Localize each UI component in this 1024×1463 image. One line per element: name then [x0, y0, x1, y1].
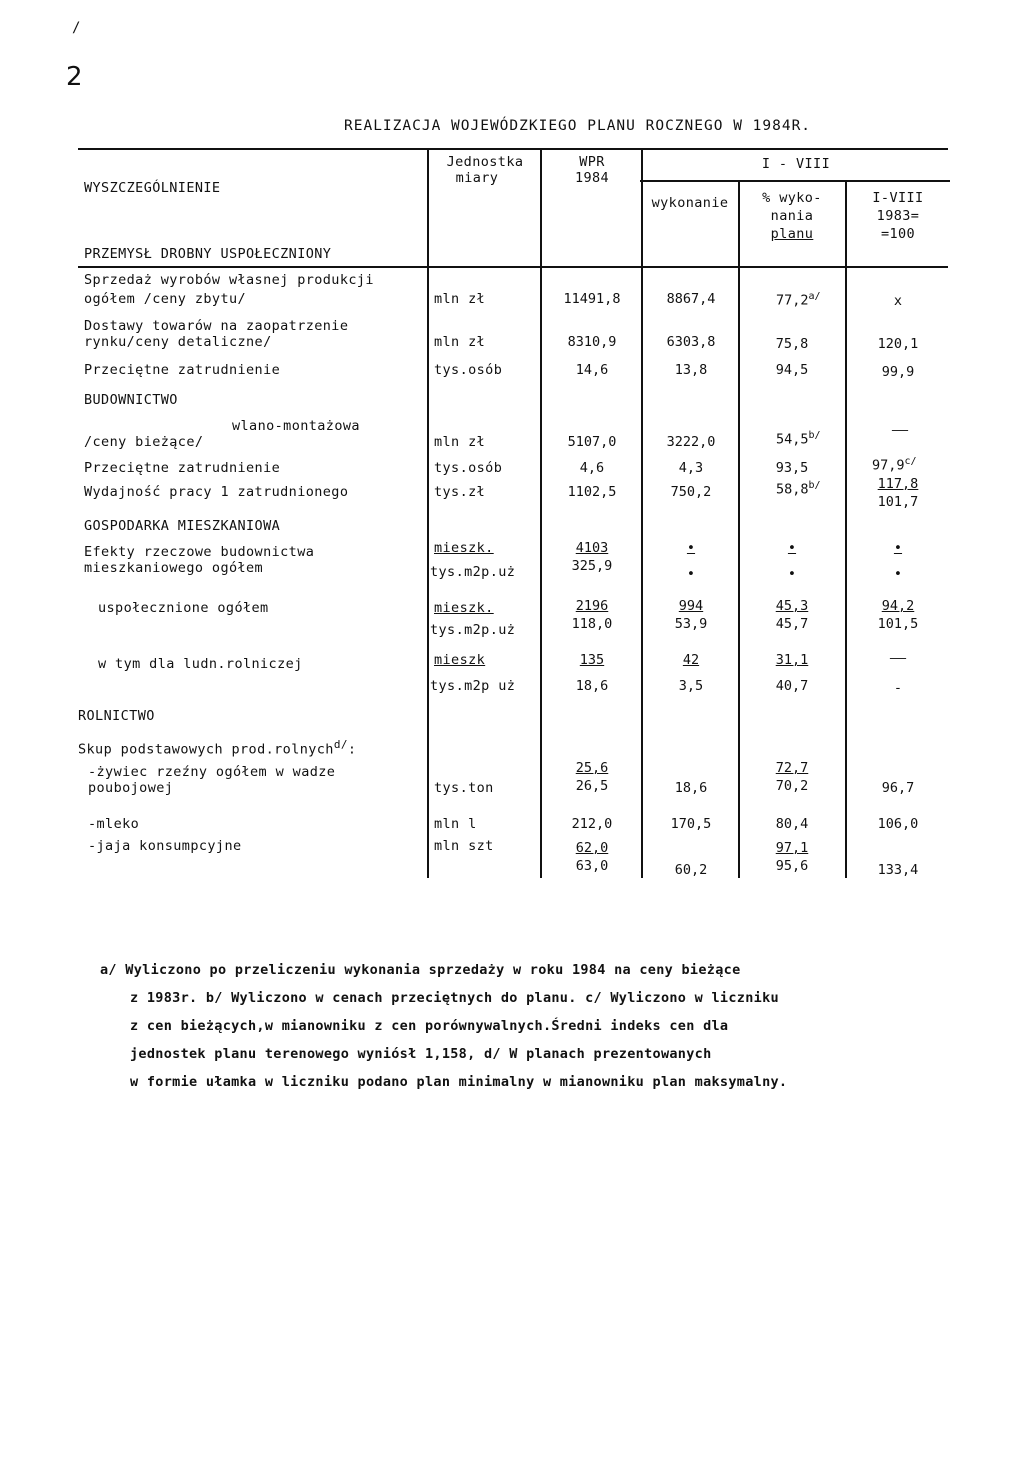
row-rolnicza-dyn-bot: -	[893, 680, 903, 696]
row-efekty-label1: Efekty rzeczowe budownictwa	[84, 544, 315, 560]
header-dyn-line3: =100	[880, 226, 916, 242]
row-jaja-dyn: 133,4	[877, 862, 919, 878]
row-uspol-unit-top: mieszk.	[434, 600, 494, 616]
row-dostawy-label2: rynku/ceny detaliczne/	[84, 334, 272, 350]
section-budownictwo: BUDOWNICTWO	[84, 392, 178, 408]
section-rolnictwo: ROLNICTWO	[78, 708, 155, 724]
row-rolnicza-unit-bot: tys.m2p uż	[430, 678, 516, 694]
row-jaja-wpr-top: 62,0	[575, 840, 609, 856]
row-wydajnosc-pct: $58,8^{b/}$	[776, 480, 821, 498]
row-efekty-label2: mieszkaniowego ogółem	[84, 560, 264, 576]
row-rolnicza-dyn-top: ——	[889, 650, 907, 666]
header-pct-line2: nania	[770, 208, 814, 224]
header-dyn-line2: 1983=	[876, 208, 920, 224]
section-gospodarka: GOSPODARKA MIESZKANIOWA	[84, 518, 281, 534]
row-rolnicza-wyk-top: 42	[682, 652, 700, 668]
row-jaja-unit: mln szt	[434, 838, 494, 854]
row-zatrudnienie1-wpr: 14,6	[575, 362, 609, 378]
row-wydajnosc-dyn-top: 117,8	[877, 476, 919, 492]
row-budmont-label1: wlano-montażowa	[232, 418, 360, 434]
row-uspol-wyk-bot: 53,9	[674, 616, 708, 632]
row-rolnicza-label: w tym dla ludn.rolniczej	[98, 656, 303, 672]
col-sep-dyn	[845, 182, 847, 878]
row-zywiec-label1: -żywiec rzeźny ogółem w wadze	[88, 764, 336, 780]
row-sprzedaz-pct: $77,2^{a/}$	[776, 291, 821, 309]
row-zatrudnienie2-unit: tys.osób	[434, 460, 503, 476]
row-uspol-unit-bot: tys.m2p.uż	[430, 622, 516, 638]
section-przemysl: PRZEMYSŁ DROBNY USPOŁECZNIONY	[84, 246, 332, 262]
row-zatrudnienie1-wyk: 13,8	[674, 362, 708, 378]
row-mleko-pct: 80,4	[775, 816, 809, 832]
row-dostawy-wpr: 8310,9	[567, 334, 617, 350]
row-mleko-label: -mleko	[88, 816, 140, 832]
table-top-line	[78, 148, 948, 150]
row-wydajnosc-label: Wydajność pracy 1 zatrudnionego	[84, 484, 349, 500]
row-zatrudnienie1-dyn: 99,9	[881, 364, 915, 380]
row-zatrudnienie2-label: Przeciętne zatrudnienie	[84, 460, 281, 476]
row-mleko-unit: mln l	[434, 816, 477, 832]
row-zatrudnienie1-label: Przeciętne zatrudnienie	[84, 362, 281, 378]
row-zatrudnienie2-wpr: 4,6	[579, 460, 605, 476]
col-sep-pct	[738, 182, 740, 878]
row-rolnicza-wyk-bot: 3,5	[678, 678, 704, 694]
group-header-line	[640, 180, 950, 182]
row-efekty-wpr-top: 4103	[575, 540, 609, 556]
row-jaja-pct-top: 97,1	[775, 840, 809, 856]
row-budmont-unit: mln zł	[434, 434, 486, 450]
row-wydajnosc-unit: tys.zł	[434, 484, 486, 500]
row-zatrudnienie2-dyn: $97,9^{c/}$	[872, 456, 917, 474]
row-efekty-wyk-top: •	[686, 540, 696, 556]
row-zywiec-wpr-top: 25,6	[575, 760, 609, 776]
row-sprzedaz-wpr: 11491,8	[563, 291, 621, 307]
row-dostawy-wyk: 6303,8	[666, 334, 716, 350]
row-efekty-dyn-top: •	[893, 540, 903, 556]
row-budmont-pct: $54,5^{b/}$	[776, 430, 821, 448]
row-efekty-wyk-bot: •	[686, 566, 696, 582]
row-dostawy-dyn: 120,1	[877, 336, 919, 352]
row-zywiec-pct-top: 72,7	[775, 760, 809, 776]
row-jaja-wyk: 60,2	[674, 862, 708, 878]
row-uspol-pct-bot: 45,7	[775, 616, 809, 632]
footnote-line-1: a/ Wyliczono po przeliczeniu wykonania sprzedaży w roku 1984 na ceny bieżące	[100, 962, 741, 978]
row-wydajnosc-wpr: 1102,5	[567, 484, 617, 500]
row-zywiec-unit: tys.ton	[434, 780, 494, 796]
row-uspol-wpr-bot: 118,0	[571, 616, 613, 632]
header-pct-line3: planu	[770, 226, 814, 242]
row-efekty-dyn-bot: •	[893, 566, 903, 582]
row-rolnicza-pct-top: 31,1	[775, 652, 809, 668]
row-rolnicza-pct-bot: 40,7	[775, 678, 809, 694]
row-mleko-dyn: 106,0	[877, 816, 919, 832]
row-zywiec-pct-bot: 70,2	[775, 778, 809, 794]
header-unit-line2: miary	[455, 170, 499, 186]
row-uspol-pct-top: 45,3	[775, 598, 809, 614]
row-dostawy-pct: 75,8	[775, 336, 809, 352]
row-zatrudnienie2-wyk: 4,3	[678, 460, 704, 476]
row-uspol-dyn-top: 94,2	[881, 598, 915, 614]
row-rolnicza-wpr-top: 135	[579, 652, 605, 668]
row-zywiec-label2: poubojowej	[88, 780, 174, 796]
row-zywiec-dyn: 96,7	[881, 780, 915, 796]
header-pct-line1: % wyko-	[762, 190, 822, 206]
row-zatrudnienie1-pct: 94,5	[775, 362, 809, 378]
header-unit-line1: Jednostka	[446, 154, 524, 170]
footnote-line-3: z cen bieżących,w mianowniku z cen porównywalnych.Średni indeks cen dla	[130, 1018, 729, 1034]
row-budmont-dyn: ——	[891, 422, 909, 438]
row-zywiec-wpr-bot: 26,5	[575, 778, 609, 794]
row-jaja-label: -jaja konsumpcyjne	[88, 838, 242, 854]
row-mleko-wpr: 212,0	[571, 816, 613, 832]
row-efekty-wpr-bot: 325,9	[571, 558, 613, 574]
row-zatrudnienie2-pct: 93,5	[775, 460, 809, 476]
col-sep-unit	[427, 150, 429, 878]
col-sep-wyk	[641, 150, 643, 878]
row-efekty-unit-top: mieszk.	[434, 540, 494, 556]
row-budmont-label2: /ceny bieżące/	[84, 434, 204, 450]
row-sprzedaz-dyn: x	[893, 293, 903, 309]
header-dyn-line1: I-VIII	[872, 190, 924, 206]
row-rolnicza-wpr-bot: 18,6	[575, 678, 609, 694]
page-number: 2	[66, 62, 83, 92]
col-sep-wpr	[540, 150, 542, 878]
footnote-line-4: jednostek planu terenowego wyniósł 1,158, d/ W planach prezentowanych	[130, 1046, 712, 1062]
row-zatrudnienie1-unit: tys.osób	[434, 362, 503, 378]
row-jaja-wpr-bot: 63,0	[575, 858, 609, 874]
row-wydajnosc-dyn-bot: 101,7	[877, 494, 919, 510]
header-wpr-line1: WPR	[579, 154, 605, 170]
row-budmont-wpr: 5107,0	[567, 434, 617, 450]
row-dostawy-unit: mln zł	[434, 334, 486, 350]
header-bottom-line	[78, 266, 948, 268]
row-efekty-pct-top: •	[787, 540, 797, 556]
row-sprzedaz-wyk: 8867,4	[666, 291, 716, 307]
row-uspol-wpr-top: 2196	[575, 598, 609, 614]
row-wydajnosc-wyk: 750,2	[670, 484, 712, 500]
corner-mark: /	[72, 20, 81, 36]
row-dostawy-label1: Dostawy towarów na zaopatrzenie	[84, 318, 349, 334]
footnote-line-5: w formie ułamka w liczniku podano plan minimalny w mianowniku plan maksymalny.	[130, 1074, 788, 1090]
row-budmont-wyk: 3222,0	[666, 434, 716, 450]
header-desc: WYSZCZEGÓLNIENIE	[84, 180, 221, 196]
header-group-title: I - VIII	[761, 156, 831, 172]
row-rolnicza-unit-top: mieszk	[434, 652, 486, 668]
row-zywiec-wyk: 18,6	[674, 780, 708, 796]
row-sprzedaz-label1: Sprzedaż wyrobów własnej produkcji	[84, 272, 374, 288]
row-efekty-pct-bot: •	[787, 566, 797, 582]
row-jaja-pct-bot: 95,6	[775, 858, 809, 874]
row-uspol-label: uspołecznione ogółem	[98, 600, 269, 616]
row-mleko-wyk: 170,5	[670, 816, 712, 832]
page-title: REALIZACJA WOJEWÓDZKIEGO PLANU ROCZNEGO W 1984R.	[344, 118, 812, 134]
row-sprzedaz-unit: mln zł	[434, 291, 486, 307]
header-wykonanie: wykonanie	[651, 195, 729, 211]
row-sprzedaz-label2: ogółem /ceny zbytu/	[84, 291, 247, 307]
row-skup-label: Skup podstawowych prod.rolnych$^{d/}$:	[78, 738, 357, 758]
footnote-line-2: z 1983r. b/ Wyliczono w cenach przeciętnych do planu. c/ Wyliczono w liczniku	[130, 990, 779, 1006]
row-uspol-wyk-top: 994	[678, 598, 704, 614]
row-uspol-dyn-bot: 101,5	[877, 616, 919, 632]
header-wpr-line2: 1984	[574, 170, 610, 186]
row-efekty-unit-bot: tys.m2p.uż	[430, 564, 516, 580]
